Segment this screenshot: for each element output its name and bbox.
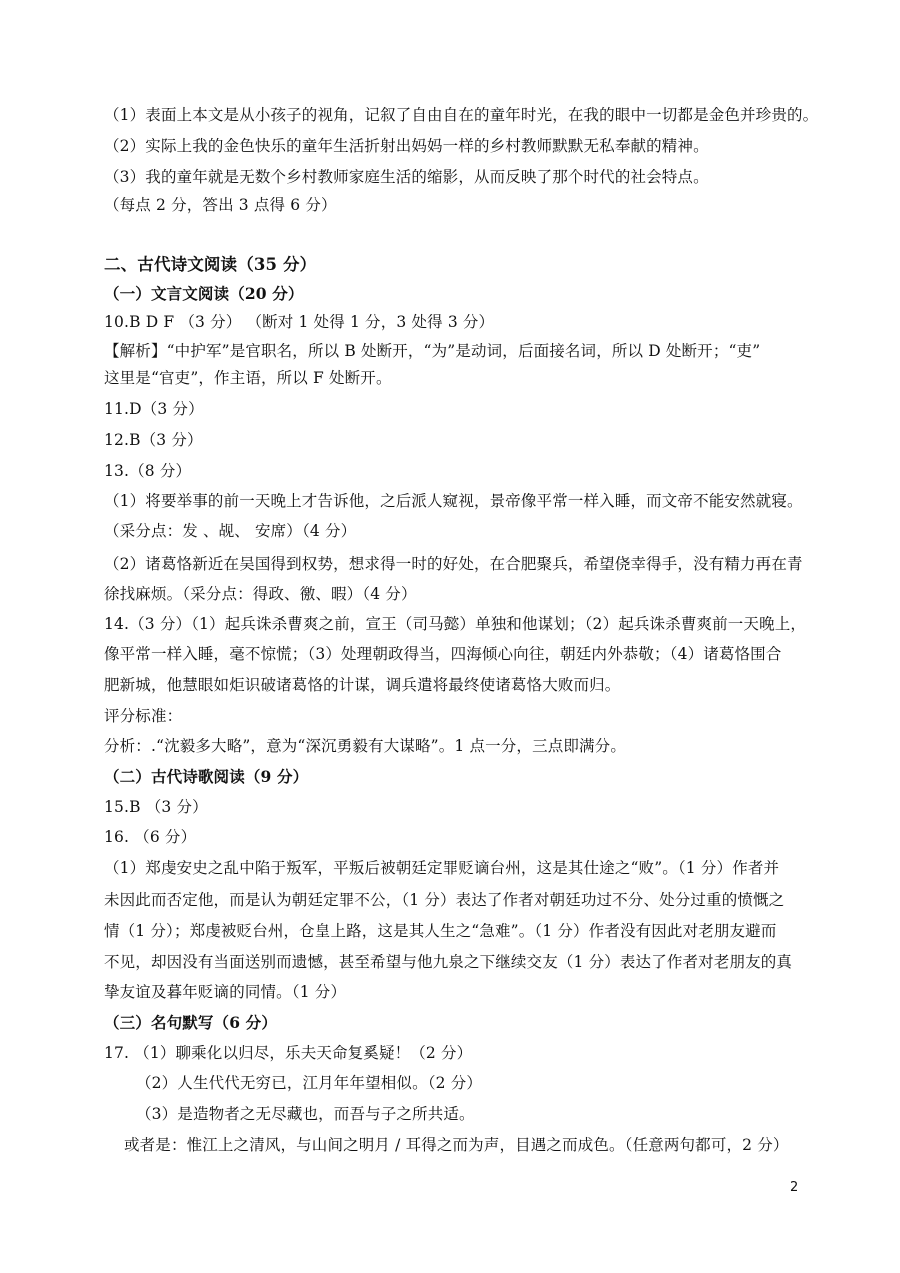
q14-line-3: 肥新城，他慧眼如炬识破诸葛恪的计谋，调兵遣将最终使诸葛恪大败而归。	[104, 676, 621, 694]
q16-line-5: 挚友谊及暮年贬谪的同情。（1 分）	[104, 983, 347, 1001]
part1-point-1: （1）表面上本文是从小孩子的视角，记叙了自由自在的童年时光，在我的眼中一切都是金色并珍贵的。	[104, 106, 819, 124]
subsection3-title: （三）名句默写（6 分）	[104, 1013, 277, 1032]
part1-scoring-note: （每点 2 分，答出 3 点得 6 分）	[104, 196, 337, 214]
section2-title: 二、古代诗文阅读（35 分）	[104, 255, 317, 274]
q11-answer: 11.D（3 分）	[104, 400, 204, 418]
q16-line-3: 情（1 分）；郑虔被贬台州，仓皇上路，这是其人生之“急难”。（1 分）作者没有因此对老朋友避而	[104, 922, 777, 940]
q16-line-1: （1）郑虔安史之乱中陷于叛军，平叛后被朝廷定罪贬谪台州，这是其仕途之“败”。（1 分）作者并	[104, 859, 780, 877]
q16-header: 16. （6 分）	[104, 828, 197, 846]
part1-point-2: （2）实际上我的金色快乐的童年生活折射出妈妈一样的乡村教师默默无私奉献的精神。	[104, 137, 709, 155]
q17-line-3: （3）是造物者之无尽藏也，而吾与子之所共适。	[136, 1105, 475, 1123]
q14-line-1: 14.（3 分）（1）起兵诛杀曹爽之前，宣王（司马懿）单独和他谋划；（2）起兵诛杀曹爽前一天晚上，	[104, 615, 807, 633]
grading-label: 评分标准：	[104, 707, 183, 725]
q10-analysis-line-1: 【解析】“中护军”是官职名，所以 B 处断开，“为”是动词，后面接名词，所以 D 处断开；“吏”	[104, 342, 761, 360]
q13-header: 13.（8 分）	[104, 462, 192, 480]
q16-line-4: 不见，却因没有当面送别而遗憾，甚至希望与他九泉之下继续交友（1 分）表达了作者对老朋友的真	[104, 953, 793, 971]
grading-analysis: 分析：.“沈毅多大略”，意为“深沉勇毅有大谋略”。1 点一分，三点即满分。	[104, 737, 626, 755]
page-number: 2	[790, 1180, 799, 1195]
subsection2-title: （二）古代诗歌阅读（9 分）	[104, 767, 309, 786]
q17-line-2: （2）人生代代无穷已，江月年年望相似。（2 分）	[136, 1074, 483, 1092]
q13-line-3: （2）诸葛恪新近在吴国得到权势，想求得一时的好处，在合肥聚兵，希望侥幸得手，没有精力再在青	[104, 555, 803, 573]
q10-answer: 10.B D F （3 分） （断对 1 处得 1 分，3 处得 3 分）	[104, 313, 495, 331]
q14-line-2: 像平常一样入睡，毫不惊慌；（3）处理朝政得当，四海倾心向往，朝廷内外恭敬；（4）诸葛恪围合	[104, 645, 782, 663]
subsection1-title: （一）文言文阅读（20 分）	[104, 284, 304, 303]
q13-line-4: 徐找麻烦。（采分点：得政、徼、暇）（4 分）	[104, 585, 417, 603]
q15-answer: 15.B （3 分）	[104, 798, 208, 816]
q13-line-2: （采分点：发 、觇、 安席）（4 分）	[104, 522, 357, 540]
q12-answer: 12.B（3 分）	[104, 431, 203, 449]
q16-line-2: 未因此而否定他，而是认为朝廷定罪不公，（1 分）表达了作者对朝廷功过不分、处分过重的愤慨之	[104, 891, 785, 909]
q13-line-1: （1）将要举事的前一天晚上才告诉他，之后派人窥视，景帝像平常一样入睡，而文帝不能安然就寝。	[104, 492, 803, 510]
q17-line-4: 或者是：惟江上之清风，与山间之明月 / 耳得之而为声，目遇之而成色。（任意两句都可，2 分）	[124, 1136, 789, 1154]
q10-analysis-line-2: 这里是“官吏”，作主语，所以 F 处断开。	[104, 369, 392, 387]
q17-line-1: 17. （1）聊乘化以归尽，乐夫天命复奚疑！（2 分）	[104, 1044, 473, 1062]
part1-point-3: （3）我的童年就是无数个乡村教师家庭生活的缩影，从而反映了那个时代的社会特点。	[104, 168, 709, 186]
